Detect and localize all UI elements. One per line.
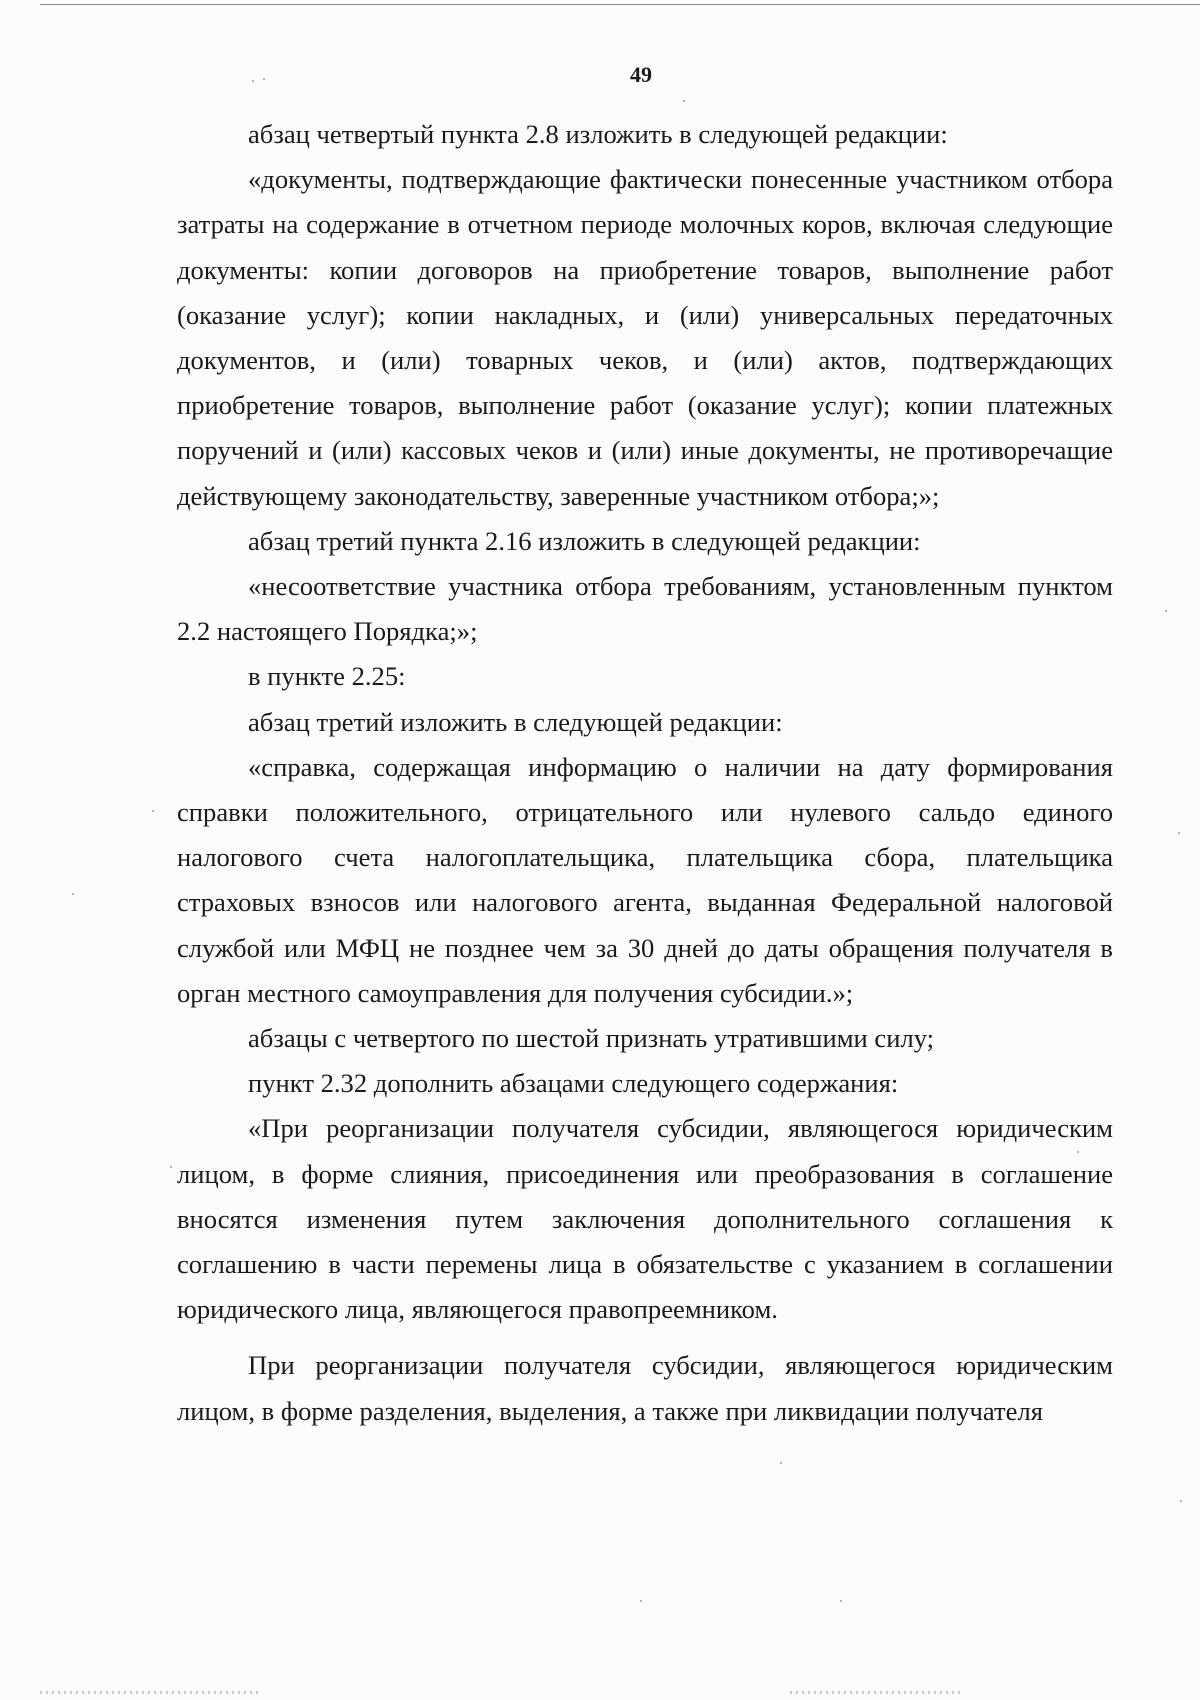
page-number: 49 — [630, 62, 652, 87]
paragraph-9: пункт 2.32 дополнить абзацами следующего содержания: — [248, 1068, 899, 1099]
document-body — [177, 112, 1113, 1434]
scan-speck — [1178, 832, 1180, 834]
paragraph-4: «несоответствие участника отбора требованиям, установленным пунктом 2.2 настоящего Порядка;»; — [177, 571, 1113, 647]
paragraph-3: абзац третий пункта 2.16 изложить в следующей редакции: — [248, 525, 921, 556]
paragraph-8: абзацы с четвертого по шестой признать утратившими силу; — [248, 1023, 935, 1054]
scan-speck — [152, 810, 154, 812]
scan-speck — [840, 1600, 842, 1602]
scan-speck — [1077, 1151, 1079, 1153]
paragraph-10: «При реорганизации получателя субсидии, являющегося юридическим лицом, в форме слияния, присоединения или преобразования в соглашение вносятся изменения путем заключения дополнительного соглашения к соглашению в части перемены лица в обязательстве с указанием в соглашении юридического лица, являющегося правопреемником. — [177, 1113, 1113, 1325]
scan-speck — [263, 78, 265, 80]
paragraph-6: абзац третий изложить в следующей редакции: — [248, 706, 783, 737]
paragraph-7: «справка, содержащая информацию о наличии на дату формирования справки положительного, отрицательного или нулевого сальдо единого налогового счета налогоплательщика, плательщика сбора, плательщика страховых взносов или налогового агента, выданная Федеральной налоговой службой или МФЦ не позднее чем за 30 дней до даты обращения получателя в орган местного самоуправления для получения субсидии.»; — [177, 751, 1113, 1008]
scan-speck — [1165, 610, 1167, 612]
scan-speck — [72, 893, 74, 895]
scan-edge-noise — [40, 1691, 260, 1694]
scan-speck — [1180, 1500, 1182, 1502]
paragraph-11: При реорганизации получателя субсидии, являющегося юридическим лицом, в форме разделения, выделения, а также при ликвидации получателя — [177, 1350, 1113, 1426]
paragraph-2: «документы, подтверждающие фактически понесенные участником отбора затраты на содержание в отчетном периоде молочных коров, включая следующие документы: копии договоров на приобретение товаров, выполнение работ (оказание услуг); копии накладных, и (или) универсальных передаточных документов, и (или) товарных чеков, и (или) актов, подтверждающих приобретение товаров, выполнение работ (оказание услуг); копии платежных поручений и (или) кассовых чеков и (или) иные документы, не противоречащие действующему законодательству, заверенные участником отбора;»; — [177, 164, 1113, 511]
scan-speck — [640, 1600, 642, 1602]
scan-speck — [780, 1462, 782, 1464]
scan-speck — [252, 80, 254, 82]
scan-top-edge — [40, 4, 1200, 5]
scan-speck — [683, 100, 685, 102]
scan-edge-noise — [790, 1691, 960, 1694]
paragraph-5: в пункте 2.25: — [248, 661, 406, 692]
scan-speck — [170, 1166, 172, 1168]
paragraph-1: абзац четвертый пункта 2.8 изложить в следующей редакции: — [248, 119, 948, 149]
